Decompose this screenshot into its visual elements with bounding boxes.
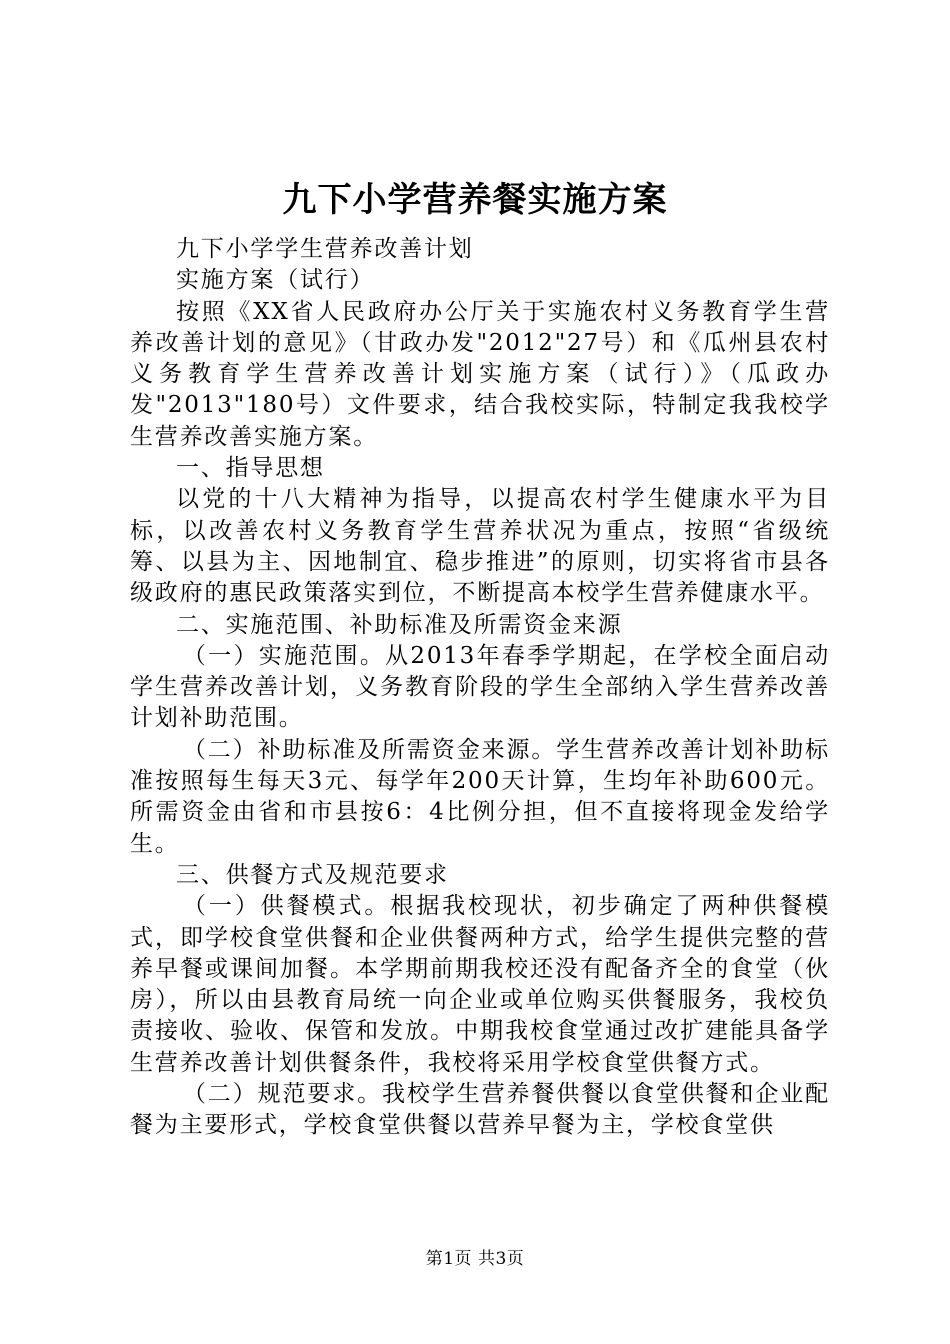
- section-heading-meal-supply: 三、供餐方式及规范要求: [176, 861, 449, 888]
- paragraph-plan-name: 九下小学学生营养改善计划: [176, 236, 474, 262]
- paragraph-scope: （一）实施范围。从2013年春季学期起，在学校全面启动学生营养改善计划，义务教育阶段的学生全部纳入学生营养改善计划补助范围。: [130, 642, 830, 732]
- paragraph-guiding-ideology: 以党的十八大精神为指导，以提高农村学生健康水平为目标，以改善农村义务教育学生营养状况为重点，按照“省级统筹、以县为主、因地制宜、稳步推进”的原则，切实将省市县各级政府的惠民政策落实到位，不断提高本校学生营养健康水平。: [130, 486, 830, 607]
- document-body: [130, 234, 830, 1142]
- document-title: 九下小学营养餐实施方案: [282, 180, 668, 220]
- section-heading-guiding-ideology: 一、指导思想: [176, 455, 325, 482]
- paragraph-subsidy-standard: （二）补助标准及所需资金来源。学生营养改善计划补助标准按照每生每天3元、每学年200天计算，生均年补助600元。所需资金由省和市县按6：4比例分担，但不直接将现金发给学生。: [130, 736, 830, 857]
- section-heading-scope-funding: 二、实施范围、补助标准及所需资金来源: [176, 611, 623, 638]
- paragraph-meal-mode: （一）供餐模式。根据我校现状，初步确定了两种供餐模式，即学校食堂供餐和企业供餐两种方式，给学生提供完整的营养早餐或课间加餐。本学期前期我校还没有配备齐全的食堂（伙房），所以由县教育局统一向企业或单位购买供餐服务，我校负责接收、验收、保管和发放。中期我校食堂通过改扩建能具备学生营养改善计划供餐条件，我校将采用学校食堂供餐方式。: [130, 893, 830, 1076]
- paragraph-requirements: （二）规范要求。我校学生营养餐供餐以食堂供餐和企业配餐为主要形式，学校食堂供餐以营养早餐为主，学校食堂供: [130, 1081, 830, 1139]
- page-footer: 第1页 共3页: [425, 1249, 525, 1269]
- paragraph-intro: 按照《XX省人民政府办公厅关于实施农村义务教育学生营养改善计划的意见》（甘政办发"2012"27号）和《瓜州县农村义务教育学生营养改善计划实施方案（试行）》（瓜政办发"2013"180号）文件要求，结合我校实际，特制定我我校学生营养改善实施方案。: [130, 298, 830, 450]
- paragraph-plan-subtitle: 实施方案（试行）: [176, 267, 375, 294]
